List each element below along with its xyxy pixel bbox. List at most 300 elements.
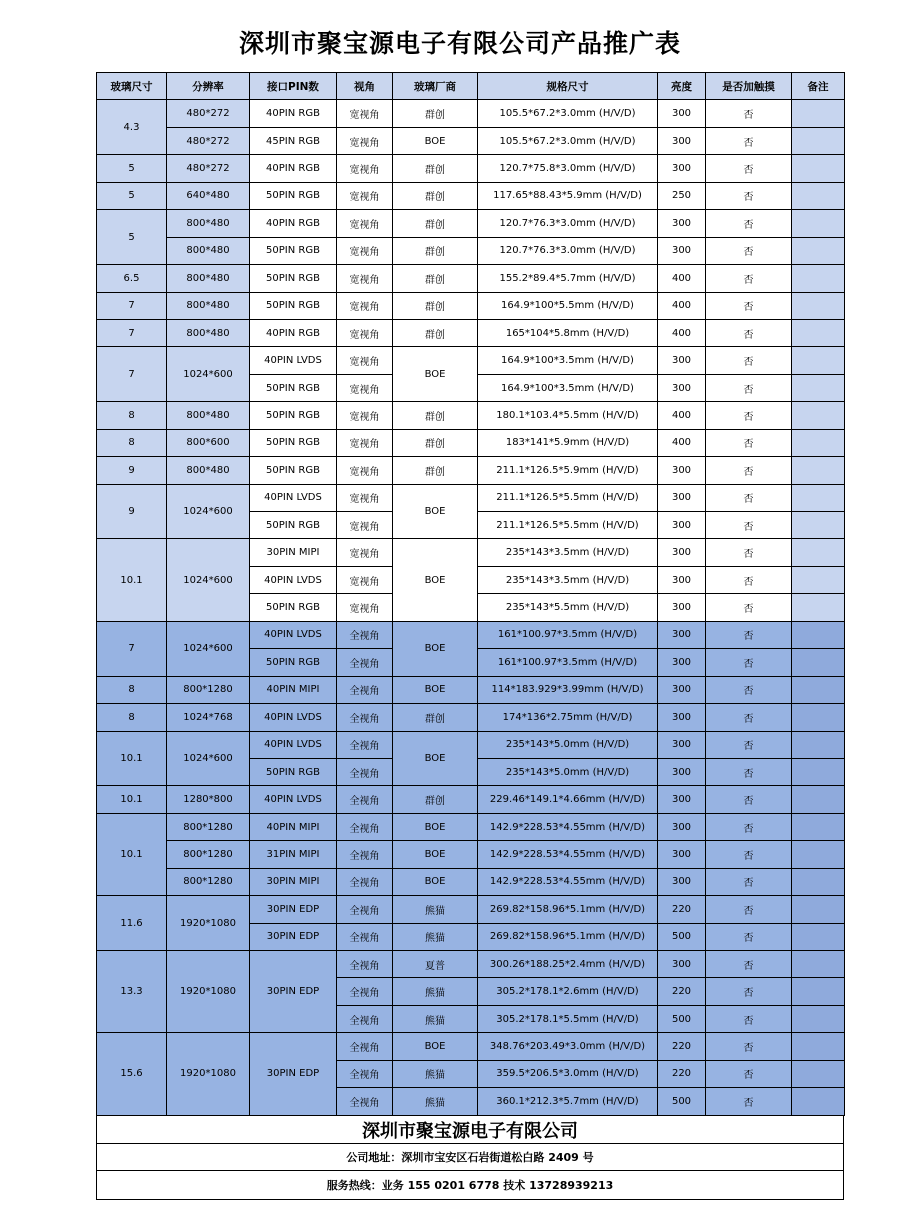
cell-note [792,1088,845,1115]
table-row [97,457,845,484]
cell-view: 宽视角 [337,402,393,429]
cell-dimensions: 142.9*228.53*4.55mm (H/V/D) [478,813,658,840]
table-row [97,100,845,127]
page-title: 深圳市聚宝源电子有限公司产品推广表 [238,29,681,58]
cell-dimensions: 142.9*228.53*4.55mm (H/V/D) [478,868,658,895]
cell-size: 4.3 [97,100,167,155]
cell-manufacturer: BOE [393,127,478,154]
table-row [97,539,845,566]
cell-brightness: 300 [658,813,706,840]
cell-brightness: 220 [658,978,706,1005]
cell-resolution: 480*272 [167,127,250,154]
cell-touch: 否 [706,978,792,1005]
cell-note [792,182,845,209]
table-row [97,896,845,923]
cell-resolution: 800*1280 [167,868,250,895]
cell-brightness: 220 [658,1060,706,1087]
cell-view: 全视角 [337,1033,393,1060]
table-row [97,951,845,978]
cell-resolution: 800*480 [167,457,250,484]
cell-view: 宽视角 [337,182,393,209]
cell-dimensions: 300.26*188.25*2.4mm (H/V/D) [478,951,658,978]
cell-resolution: 800*480 [167,265,250,292]
cell-pin: 45PIN RGB [250,127,337,154]
cell-manufacturer: 熊猫 [393,1005,478,1032]
cell-dimensions: 180.1*103.4*5.5mm (H/V/D) [478,402,658,429]
cell-manufacturer: 熊猫 [393,978,478,1005]
cell-note [792,429,845,456]
cell-view: 全视角 [337,758,393,785]
cell-dimensions: 174*136*2.75mm (H/V/D) [478,704,658,731]
product-table [96,72,845,1116]
cell-brightness: 300 [658,758,706,785]
cell-pin: 40PIN RGB [250,319,337,346]
cell-manufacturer: BOE [393,347,478,402]
cell-view: 宽视角 [337,457,393,484]
cell-manufacturer: BOE [393,731,478,786]
cell-dimensions: 211.1*126.5*5.5mm (H/V/D) [478,484,658,511]
cell-size: 10.1 [97,539,167,621]
table-row [97,292,845,319]
cell-touch: 否 [706,868,792,895]
cell-dimensions: 155.2*89.4*5.7mm (H/V/D) [478,265,658,292]
cell-view: 宽视角 [337,512,393,539]
cell-note [792,539,845,566]
header-cell-pin: 接口PIN数 [250,73,337,100]
cell-dimensions: 105.5*67.2*3.0mm (H/V/D) [478,127,658,154]
cell-dimensions: 120.7*76.3*3.0mm (H/V/D) [478,210,658,237]
cell-size: 15.6 [97,1033,167,1115]
cell-touch: 否 [706,758,792,785]
cell-pin: 40PIN RGB [250,100,337,127]
cell-resolution: 800*480 [167,292,250,319]
cell-view: 全视角 [337,978,393,1005]
table-row [97,484,845,511]
cell-dimensions: 120.7*75.8*3.0mm (H/V/D) [478,155,658,182]
cell-view: 全视角 [337,649,393,676]
cell-brightness: 300 [658,457,706,484]
cell-view: 全视角 [337,1005,393,1032]
table-row [97,127,845,154]
cell-size: 7 [97,621,167,676]
cell-brightness: 400 [658,265,706,292]
cell-view: 宽视角 [337,100,393,127]
cell-resolution: 1280*800 [167,786,250,813]
cell-view: 宽视角 [337,292,393,319]
cell-resolution: 1920*1080 [167,896,250,951]
cell-size: 5 [97,155,167,182]
cell-dimensions: 183*141*5.9mm (H/V/D) [478,429,658,456]
cell-pin: 40PIN RGB [250,210,337,237]
cell-brightness: 400 [658,319,706,346]
cell-note [792,319,845,346]
cell-touch: 否 [706,841,792,868]
cell-touch: 否 [706,649,792,676]
cell-brightness: 300 [658,621,706,648]
cell-note [792,210,845,237]
cell-view: 全视角 [337,896,393,923]
cell-size: 8 [97,429,167,456]
cell-size: 7 [97,292,167,319]
cell-touch: 否 [706,676,792,703]
cell-brightness: 300 [658,512,706,539]
cell-touch: 否 [706,1088,792,1115]
cell-note [792,127,845,154]
cell-pin: 30PIN EDP [250,896,337,923]
cell-dimensions: 235*143*5.0mm (H/V/D) [478,731,658,758]
cell-dimensions: 161*100.97*3.5mm (H/V/D) [478,621,658,648]
cell-note [792,566,845,593]
cell-brightness: 300 [658,566,706,593]
cell-resolution: 1024*600 [167,484,250,539]
cell-touch: 否 [706,512,792,539]
cell-dimensions: 269.82*158.96*5.1mm (H/V/D) [478,923,658,950]
cell-manufacturer: 熊猫 [393,1060,478,1087]
cell-pin: 50PIN RGB [250,649,337,676]
cell-manufacturer: 熊猫 [393,923,478,950]
table-row [97,402,845,429]
cell-note [792,594,845,621]
cell-view: 全视角 [337,786,393,813]
cell-dimensions: 161*100.97*3.5mm (H/V/D) [478,649,658,676]
header-cell-manufacturer: 玻璃厂商 [393,73,478,100]
table-body [97,100,845,1115]
cell-manufacturer: 群创 [393,265,478,292]
table-row [97,429,845,456]
cell-brightness: 300 [658,649,706,676]
cell-resolution: 800*480 [167,319,250,346]
cell-pin: 50PIN RGB [250,429,337,456]
cell-brightness: 400 [658,292,706,319]
cell-brightness: 300 [658,868,706,895]
cell-view: 宽视角 [337,429,393,456]
cell-touch: 否 [706,1060,792,1087]
cell-manufacturer: 群创 [393,100,478,127]
cell-dimensions: 114*183.929*3.99mm (H/V/D) [478,676,658,703]
cell-brightness: 300 [658,841,706,868]
footer-hotline: 服务热线：业务 155 0201 6778 技术 13728939213 [97,1171,844,1200]
cell-pin: 30PIN EDP [250,951,337,1033]
cell-touch: 否 [706,951,792,978]
cell-resolution: 800*1280 [167,813,250,840]
cell-size: 5 [97,210,167,265]
cell-size: 9 [97,457,167,484]
table-row [97,813,845,840]
cell-touch: 否 [706,155,792,182]
cell-touch: 否 [706,539,792,566]
cell-touch: 否 [706,374,792,401]
cell-size: 10.1 [97,731,167,786]
cell-manufacturer: BOE [393,676,478,703]
cell-pin: 50PIN RGB [250,457,337,484]
cell-brightness: 300 [658,347,706,374]
cell-pin: 40PIN LVDS [250,704,337,731]
cell-view: 全视角 [337,923,393,950]
cell-note [792,676,845,703]
cell-brightness: 220 [658,1033,706,1060]
cell-note [792,841,845,868]
cell-view: 全视角 [337,1060,393,1087]
cell-brightness: 300 [658,100,706,127]
header-cell-resolution: 分辨率 [167,73,250,100]
cell-brightness: 300 [658,676,706,703]
cell-resolution: 1024*600 [167,347,250,402]
cell-touch: 否 [706,127,792,154]
cell-manufacturer: 群创 [393,457,478,484]
cell-dimensions: 348.76*203.49*3.0mm (H/V/D) [478,1033,658,1060]
cell-note [792,100,845,127]
cell-view: 全视角 [337,704,393,731]
cell-view: 宽视角 [337,347,393,374]
cell-dimensions: 359.5*206.5*3.0mm (H/V/D) [478,1060,658,1087]
cell-pin: 50PIN RGB [250,374,337,401]
footer [96,1115,844,1200]
cell-manufacturer: 群创 [393,182,478,209]
cell-manufacturer: 群创 [393,155,478,182]
cell-dimensions: 235*143*3.5mm (H/V/D) [478,566,658,593]
table-row [97,347,845,374]
cell-manufacturer: 群创 [393,292,478,319]
cell-view: 全视角 [337,813,393,840]
cell-note [792,155,845,182]
table-row [97,182,845,209]
cell-touch: 否 [706,210,792,237]
footer-company-name: 深圳市聚宝源电子有限公司 [97,1116,844,1144]
header-cell-size: 玻璃尺寸 [97,73,167,100]
cell-view: 全视角 [337,951,393,978]
cell-dimensions: 305.2*178.1*5.5mm (H/V/D) [478,1005,658,1032]
cell-pin: 30PIN EDP [250,923,337,950]
table-row [97,237,845,264]
cell-size: 11.6 [97,896,167,951]
cell-view: 宽视角 [337,374,393,401]
cell-pin: 40PIN MIPI [250,676,337,703]
cell-note [792,1005,845,1032]
cell-dimensions: 211.1*126.5*5.9mm (H/V/D) [478,457,658,484]
cell-size: 10.1 [97,813,167,895]
cell-view: 全视角 [337,731,393,758]
cell-touch: 否 [706,786,792,813]
cell-manufacturer: 群创 [393,210,478,237]
cell-note [792,813,845,840]
cell-brightness: 500 [658,923,706,950]
cell-resolution: 800*480 [167,402,250,429]
cell-resolution: 1024*768 [167,704,250,731]
header-row [97,73,845,100]
cell-brightness: 300 [658,374,706,401]
table-row [97,731,845,758]
cell-note [792,347,845,374]
cell-touch: 否 [706,429,792,456]
table-row [97,265,845,292]
cell-touch: 否 [706,594,792,621]
cell-size: 8 [97,402,167,429]
cell-pin: 50PIN RGB [250,292,337,319]
cell-resolution: 1024*600 [167,539,250,621]
table-row [97,1033,845,1060]
cell-manufacturer: 群创 [393,704,478,731]
table-row [97,868,845,895]
cell-pin: 50PIN RGB [250,265,337,292]
cell-view: 全视角 [337,841,393,868]
header-cell-dimensions: 规格尺寸 [478,73,658,100]
cell-touch: 否 [706,402,792,429]
cell-brightness: 300 [658,127,706,154]
cell-touch: 否 [706,1033,792,1060]
cell-brightness: 300 [658,237,706,264]
cell-view: 宽视角 [337,127,393,154]
cell-note [792,237,845,264]
table-row [97,786,845,813]
cell-brightness: 300 [658,704,706,731]
cell-touch: 否 [706,923,792,950]
cell-size: 9 [97,484,167,539]
cell-view: 全视角 [337,676,393,703]
cell-resolution: 480*272 [167,155,250,182]
cell-note [792,758,845,785]
cell-brightness: 300 [658,210,706,237]
cell-brightness: 300 [658,786,706,813]
table-row [97,319,845,346]
cell-touch: 否 [706,484,792,511]
cell-dimensions: 269.82*158.96*5.1mm (H/V/D) [478,896,658,923]
cell-pin: 30PIN MIPI [250,539,337,566]
cell-dimensions: 235*143*5.0mm (H/V/D) [478,758,658,785]
cell-note [792,374,845,401]
cell-size: 10.1 [97,786,167,813]
cell-brightness: 300 [658,731,706,758]
cell-size: 5 [97,182,167,209]
cell-brightness: 300 [658,539,706,566]
cell-note [792,484,845,511]
cell-note [792,265,845,292]
cell-note [792,868,845,895]
cell-note [792,402,845,429]
cell-brightness: 300 [658,951,706,978]
cell-touch: 否 [706,265,792,292]
cell-manufacturer: BOE [393,539,478,621]
cell-dimensions: 229.46*149.1*4.66mm (H/V/D) [478,786,658,813]
cell-size: 8 [97,676,167,703]
cell-view: 全视角 [337,868,393,895]
cell-resolution: 1920*1080 [167,1033,250,1115]
cell-pin: 30PIN EDP [250,1033,337,1115]
cell-brightness: 500 [658,1088,706,1115]
cell-touch: 否 [706,182,792,209]
cell-note [792,1033,845,1060]
cell-view: 宽视角 [337,594,393,621]
cell-dimensions: 120.7*76.3*3.0mm (H/V/D) [478,237,658,264]
cell-dimensions: 105.5*67.2*3.0mm (H/V/D) [478,100,658,127]
cell-view: 宽视角 [337,210,393,237]
cell-resolution: 480*272 [167,100,250,127]
cell-touch: 否 [706,813,792,840]
cell-resolution: 800*480 [167,210,250,237]
cell-touch: 否 [706,731,792,758]
cell-pin: 50PIN RGB [250,758,337,785]
cell-brightness: 300 [658,484,706,511]
cell-manufacturer: 群创 [393,429,478,456]
cell-pin: 40PIN LVDS [250,484,337,511]
cell-resolution: 1024*600 [167,731,250,786]
table-row [97,621,845,648]
cell-resolution: 1024*600 [167,621,250,676]
header-cell-touch: 是否加触摸 [706,73,792,100]
cell-note [792,649,845,676]
cell-size: 7 [97,347,167,402]
cell-view: 宽视角 [337,566,393,593]
table-row [97,704,845,731]
cell-resolution: 800*1280 [167,676,250,703]
cell-pin: 50PIN RGB [250,512,337,539]
cell-brightness: 400 [658,429,706,456]
cell-pin: 30PIN MIPI [250,868,337,895]
table-row [97,676,845,703]
cell-view: 宽视角 [337,265,393,292]
cell-brightness: 300 [658,594,706,621]
cell-size: 13.3 [97,951,167,1033]
cell-pin: 40PIN LVDS [250,566,337,593]
cell-pin: 50PIN RGB [250,237,337,264]
cell-size: 6.5 [97,265,167,292]
cell-note [792,512,845,539]
cell-note [792,786,845,813]
table-row [97,210,845,237]
header-cell-note: 备注 [792,73,845,100]
cell-dimensions: 360.1*212.3*5.7mm (H/V/D) [478,1088,658,1115]
cell-manufacturer: 群创 [393,319,478,346]
cell-dimensions: 117.65*88.43*5.9mm (H/V/D) [478,182,658,209]
cell-size: 8 [97,704,167,731]
cell-touch: 否 [706,292,792,319]
cell-dimensions: 211.1*126.5*5.5mm (H/V/D) [478,512,658,539]
cell-touch: 否 [706,237,792,264]
cell-touch: 否 [706,347,792,374]
cell-pin: 40PIN LVDS [250,621,337,648]
cell-manufacturer: BOE [393,484,478,539]
cell-note [792,951,845,978]
cell-pin: 40PIN LVDS [250,786,337,813]
cell-pin: 40PIN MIPI [250,813,337,840]
cell-manufacturer: BOE [393,868,478,895]
cell-touch: 否 [706,704,792,731]
cell-note [792,923,845,950]
cell-brightness: 300 [658,155,706,182]
cell-note [792,704,845,731]
cell-touch: 否 [706,1005,792,1032]
cell-manufacturer: 群创 [393,402,478,429]
cell-dimensions: 165*104*5.8mm (H/V/D) [478,319,658,346]
cell-resolution: 800*1280 [167,841,250,868]
cell-note [792,457,845,484]
cell-resolution: 800*600 [167,429,250,456]
cell-resolution: 1920*1080 [167,951,250,1033]
header-cell-brightness: 亮度 [658,73,706,100]
cell-manufacturer: 熊猫 [393,896,478,923]
cell-size: 7 [97,319,167,346]
cell-touch: 否 [706,319,792,346]
cell-pin: 40PIN RGB [250,155,337,182]
cell-note [792,731,845,758]
cell-pin: 50PIN RGB [250,594,337,621]
cell-pin: 40PIN LVDS [250,731,337,758]
cell-dimensions: 305.2*178.1*2.6mm (H/V/D) [478,978,658,1005]
cell-view: 宽视角 [337,539,393,566]
footer-address: 公司地址：深圳市宝安区石岩街道松白路 2409 号 [97,1144,844,1171]
cell-touch: 否 [706,566,792,593]
cell-view: 宽视角 [337,155,393,182]
cell-resolution: 800*480 [167,237,250,264]
